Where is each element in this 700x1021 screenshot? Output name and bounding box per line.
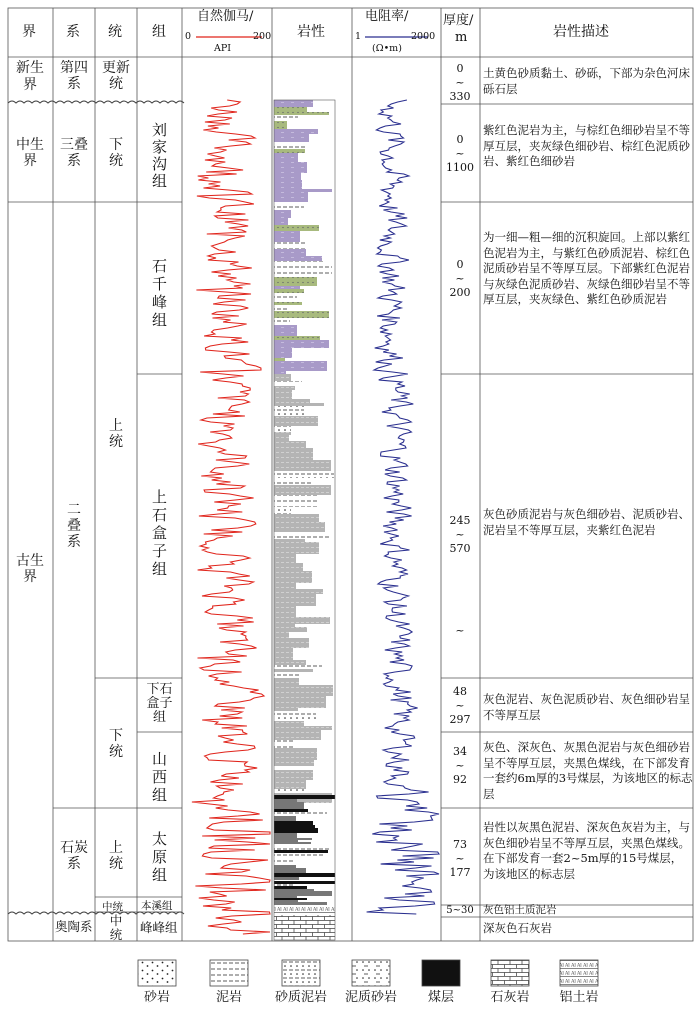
thickness-shiqianfeng: 0 ~ 200 <box>449 258 471 299</box>
legend-label-sandy-mudstone: 砂质泥岩 <box>274 990 327 1005</box>
lithology-layer <box>274 583 296 589</box>
lithology-layer <box>274 426 291 432</box>
lithology-layer <box>274 173 301 180</box>
legend-swatch-limestone <box>491 960 529 986</box>
lithology-layer <box>274 311 329 318</box>
thickness-shangshihezi: 245 ~ 570 ~ <box>449 514 471 637</box>
lithology-layer <box>274 766 306 770</box>
era-xinsheng: 新生界 <box>16 60 44 93</box>
header-jie: 界 <box>22 24 36 40</box>
lithology-layer <box>274 381 302 386</box>
thickness-benxi: 5~30 <box>446 905 474 916</box>
coal-seam-3 <box>274 795 335 799</box>
system-shitan: 石炭系 <box>60 840 88 872</box>
description-taiyuan: 岩性以灰黑色泥岩、深灰色灰岩为主，与灰色细砂岩呈不等厚互层，夹黑色煤线。在下部发育一套2~5m厚的15号煤层，为该地区的标志层 <box>483 820 690 881</box>
lithology-layer <box>274 406 304 416</box>
resistivity-curve <box>367 100 439 914</box>
legend-label-muddy-sandstone: 泥质砂岩 <box>344 990 397 1005</box>
lithology-layer <box>274 435 289 441</box>
resistivity-max: 2000 <box>411 31 436 42</box>
legend-swatch-coal <box>422 960 460 986</box>
description-shangshihezi: 灰色砂质泥岩与灰色细砂岩、泥质砂岩、泥岩呈不等厚互层，夹紫红色泥岩 <box>483 507 690 537</box>
lithology-layer <box>274 624 295 627</box>
lithology-layer <box>274 571 312 583</box>
description-shanxi: 灰色、深灰色、灰黑色泥岩与灰色细砂岩呈不等厚互层，夹黑色煤线，在下部发育一套约6m厚的3号煤层，为该地区的标志层 <box>483 740 693 801</box>
formation-shiqianfeng: 石千峰组 <box>151 257 167 329</box>
lithology-layer <box>274 399 310 403</box>
lithology-layer <box>274 145 307 149</box>
lithology-layer <box>274 886 307 889</box>
lithology-layer <box>274 210 291 218</box>
formation-shangshihezi: 上石盒子组 <box>151 488 167 578</box>
header-description: 岩性描述 <box>553 24 609 40</box>
lithology-layer <box>274 840 298 842</box>
lithology-layer <box>274 589 323 594</box>
lithology-layer <box>274 180 302 189</box>
lithology-layer <box>274 542 319 554</box>
lithology-layer <box>274 249 306 256</box>
lithology-layer <box>274 617 330 624</box>
lithology-layer <box>274 868 306 873</box>
lithology-layer <box>274 833 297 838</box>
lithology-layer <box>274 708 298 711</box>
description-quaternary: 土黄色砂质黏土、砂砾，下部为杂色河床砾石层 <box>483 66 690 96</box>
lithology-layer <box>274 748 317 760</box>
lithology-layer <box>274 325 297 336</box>
lithology-layer <box>274 390 292 399</box>
lithology-layer <box>274 403 324 406</box>
lithology-layer <box>274 554 296 563</box>
description-fengfeng: 深灰色石灰岩 <box>483 921 552 935</box>
lithology-layer <box>274 218 288 225</box>
lithology-layer <box>274 153 298 162</box>
lithology-layer <box>274 115 298 121</box>
lithology-layer <box>274 112 329 115</box>
lithology-layer <box>274 853 324 860</box>
gamma-max: 200 <box>253 31 272 42</box>
lithology-layer <box>274 318 290 325</box>
lithology-layer <box>274 809 308 812</box>
lithology-layer <box>274 192 308 202</box>
description-benxi: 灰色铝土质泥岩 <box>483 904 557 916</box>
lithology-layer <box>274 107 307 112</box>
lithology-layer <box>274 305 288 311</box>
lithology-layer <box>274 726 332 730</box>
lithology-layer <box>274 760 314 766</box>
lithology-layer <box>274 121 287 129</box>
lithology-layer <box>274 648 293 660</box>
thickness-liujiagou: 0 ~ 1100 <box>446 133 474 174</box>
lithology-layer <box>274 532 330 539</box>
formation-fengfeng: 峰峰组 <box>140 920 178 935</box>
series-shitan-zhong: 中统 <box>102 901 123 913</box>
lithology-layer <box>274 162 307 173</box>
coal-seam <box>274 881 335 884</box>
series-erdie-shang: 上统 <box>109 418 123 450</box>
resistivity-min: 1 <box>355 31 362 42</box>
legend-label-sandstone: 砂岩 <box>143 990 170 1005</box>
lithology-layer <box>274 821 313 825</box>
formation-xiashihezi: 下石盒子组 <box>146 682 173 725</box>
lithology-layer <box>274 789 306 793</box>
lithology-layer <box>274 129 318 134</box>
lithology-layer <box>274 842 311 844</box>
legend <box>138 960 598 986</box>
legend-label-coal: 煤层 <box>427 990 454 1005</box>
lithology-layer <box>274 665 322 669</box>
lithology-layer <box>274 100 313 107</box>
lithology-layer <box>274 416 318 426</box>
gamma-unit: API <box>214 43 232 54</box>
lithology-layer <box>274 358 285 361</box>
description-liujiagou: 紫红色泥岩为主，与棕红色细砂岩呈不等厚互层，夹灰绿色细砂岩、棕红色泥质砂岩、紫红色细砂岩 <box>483 123 690 168</box>
description-xiashihezi: 灰色泥岩、灰色泥质砂岩、灰色细砂岩呈不等厚互层 <box>483 692 690 722</box>
lithology-layer <box>274 286 300 289</box>
lithology-layer <box>274 889 314 891</box>
lithology-layer <box>274 594 316 606</box>
lithology-layer <box>274 293 297 302</box>
lithology-layer <box>274 632 289 638</box>
lithology-layer <box>274 149 305 153</box>
lithology-layer <box>274 539 305 542</box>
lithology-layer <box>274 225 319 231</box>
system-aotao: 奥陶系 <box>55 919 93 934</box>
legend-swatch-sandstone <box>138 960 176 986</box>
era-zhongsheng: 中生界 <box>16 137 44 169</box>
lithology-layer <box>274 638 309 648</box>
era-gusheng: 古生界 <box>16 553 44 585</box>
lithology-layer <box>274 432 291 435</box>
lithology-layer <box>274 231 300 242</box>
lithology-layer <box>274 507 291 514</box>
formation-taiyuan: 太原组 <box>151 830 167 884</box>
lithology-layer <box>274 669 313 672</box>
lithology-layer <box>274 261 323 266</box>
lithology-layer <box>274 340 329 348</box>
gamma-curve <box>192 100 270 934</box>
lithology-layer <box>274 678 299 685</box>
lithology-layer <box>274 685 333 696</box>
lithology-layer <box>274 464 331 471</box>
coal-seam-15 <box>274 873 335 877</box>
system-disi: 第四系 <box>60 60 88 92</box>
legend-label-limestone: 石灰岩 <box>490 990 530 1005</box>
series-shitan-shang: 上统 <box>109 840 123 872</box>
lithology-layer <box>274 242 306 249</box>
lithology-layer <box>274 471 334 478</box>
thickness-taiyuan: 73 ~ 177 <box>449 838 471 879</box>
lithology-layer <box>274 142 332 145</box>
lithology-layer <box>274 478 311 485</box>
lithology-layer <box>274 825 315 828</box>
lithology-layer <box>274 441 306 448</box>
lithology-layer <box>274 860 294 865</box>
series-erdie-xia: 下统 <box>109 728 123 760</box>
lithology-layer <box>274 289 304 293</box>
thickness-quaternary: 0 ~ 330 <box>449 62 471 103</box>
legend-swatch-sandy-mudstone <box>282 960 320 986</box>
thickness-xiashihezi: 48 ~ 297 <box>449 685 471 726</box>
lithology-layer <box>274 844 329 850</box>
formation-liujiagou: 刘家沟组 <box>151 121 167 190</box>
lithology-layer <box>274 189 332 192</box>
bauxite-layer <box>274 905 335 915</box>
lithology-layer <box>274 563 303 571</box>
lithology-layer <box>274 361 327 371</box>
limestone-layer <box>274 915 335 940</box>
lithology-layer <box>274 374 291 381</box>
resistivity-unit: (Ω•m) <box>372 43 402 54</box>
lithology-layer <box>274 740 294 748</box>
lithology-layer <box>274 627 307 632</box>
formation-benxi: 本溪组 <box>141 900 173 912</box>
resistivity-title: 电阻率/ <box>365 9 409 24</box>
lithology-layer <box>274 336 320 340</box>
lithology-layer <box>274 256 322 261</box>
legend-swatch-muddy-sandstone <box>352 960 390 986</box>
description-shiqianfeng: 为一细—粗—细的沉积旋回。上部以紫红色泥岩为主，与紫红色砂质泥岩、棕红色泥质砂岩呈不等厚互层。下部紫红色泥岩与灰绿色泥质砂岩、灰绿色细砂岩呈不等厚互层，夹灰绿色、紫红色砂质泥岩 <box>483 230 690 306</box>
lithology-layer <box>274 896 297 898</box>
lithology-layer <box>274 522 325 532</box>
lithology-layer <box>274 485 331 495</box>
legend-swatch-mudstone <box>210 960 248 986</box>
lithology-column <box>274 100 335 940</box>
system-erdie: 二叠系 <box>67 502 81 550</box>
lithology-layer <box>274 696 326 708</box>
thickness-shanxi: 34 ~ 92 <box>453 745 467 786</box>
lithology-layer <box>274 134 309 142</box>
lithology-layer <box>274 816 296 821</box>
series-aotao-zhong: 中统 <box>109 913 123 942</box>
lithology-layer <box>274 730 321 740</box>
lithology-layer <box>274 770 313 780</box>
lithology-layer <box>274 606 296 617</box>
gamma-title: 自然伽马/ <box>197 9 254 24</box>
thickness-title: 厚度/ <box>443 13 474 28</box>
lithology-layer <box>274 780 306 789</box>
lithology-layer <box>274 660 306 665</box>
lithology-layer <box>274 202 304 210</box>
header-xi: 系 <box>66 24 80 40</box>
lithology-layer <box>274 302 302 305</box>
series-sandie-xia: 下统 <box>109 137 123 169</box>
lithology-layer <box>274 802 304 809</box>
legend-label-bauxite: 铝土岩 <box>559 990 599 1005</box>
header-lithology: 岩性 <box>297 24 325 40</box>
formation-shanxi: 山西组 <box>151 750 167 804</box>
header-tong: 统 <box>108 24 122 40</box>
lithology-layer <box>274 386 295 390</box>
lithology-layer <box>274 900 298 902</box>
legend-swatch-bauxite <box>560 960 598 986</box>
lithology-layer <box>274 672 299 678</box>
thickness-unit: m <box>455 30 468 45</box>
lithology-layer <box>274 828 318 833</box>
system-sandie: 三叠系 <box>60 137 88 169</box>
lithology-layer <box>274 838 312 840</box>
lithology-layer <box>274 495 318 507</box>
lithology-layer <box>274 812 327 816</box>
series-gengxin: 更新统 <box>102 60 130 92</box>
lithology-layer <box>274 266 332 277</box>
lithology-layer <box>274 460 331 464</box>
lithology-layer <box>274 348 292 358</box>
lithology-layer <box>274 865 296 868</box>
lithology-layer <box>274 514 319 522</box>
legend-label-mudstone: 泥岩 <box>215 990 242 1005</box>
lithology-layer <box>274 891 332 896</box>
lithology-layer <box>274 721 304 726</box>
lithology-layer <box>274 448 313 460</box>
gamma-min: 0 <box>185 31 192 42</box>
lithology-layer <box>274 711 316 721</box>
lithology-layer <box>274 277 317 286</box>
lithology-layer <box>274 850 328 853</box>
header-zu: 组 <box>152 24 166 40</box>
lithology-layer <box>274 898 307 900</box>
